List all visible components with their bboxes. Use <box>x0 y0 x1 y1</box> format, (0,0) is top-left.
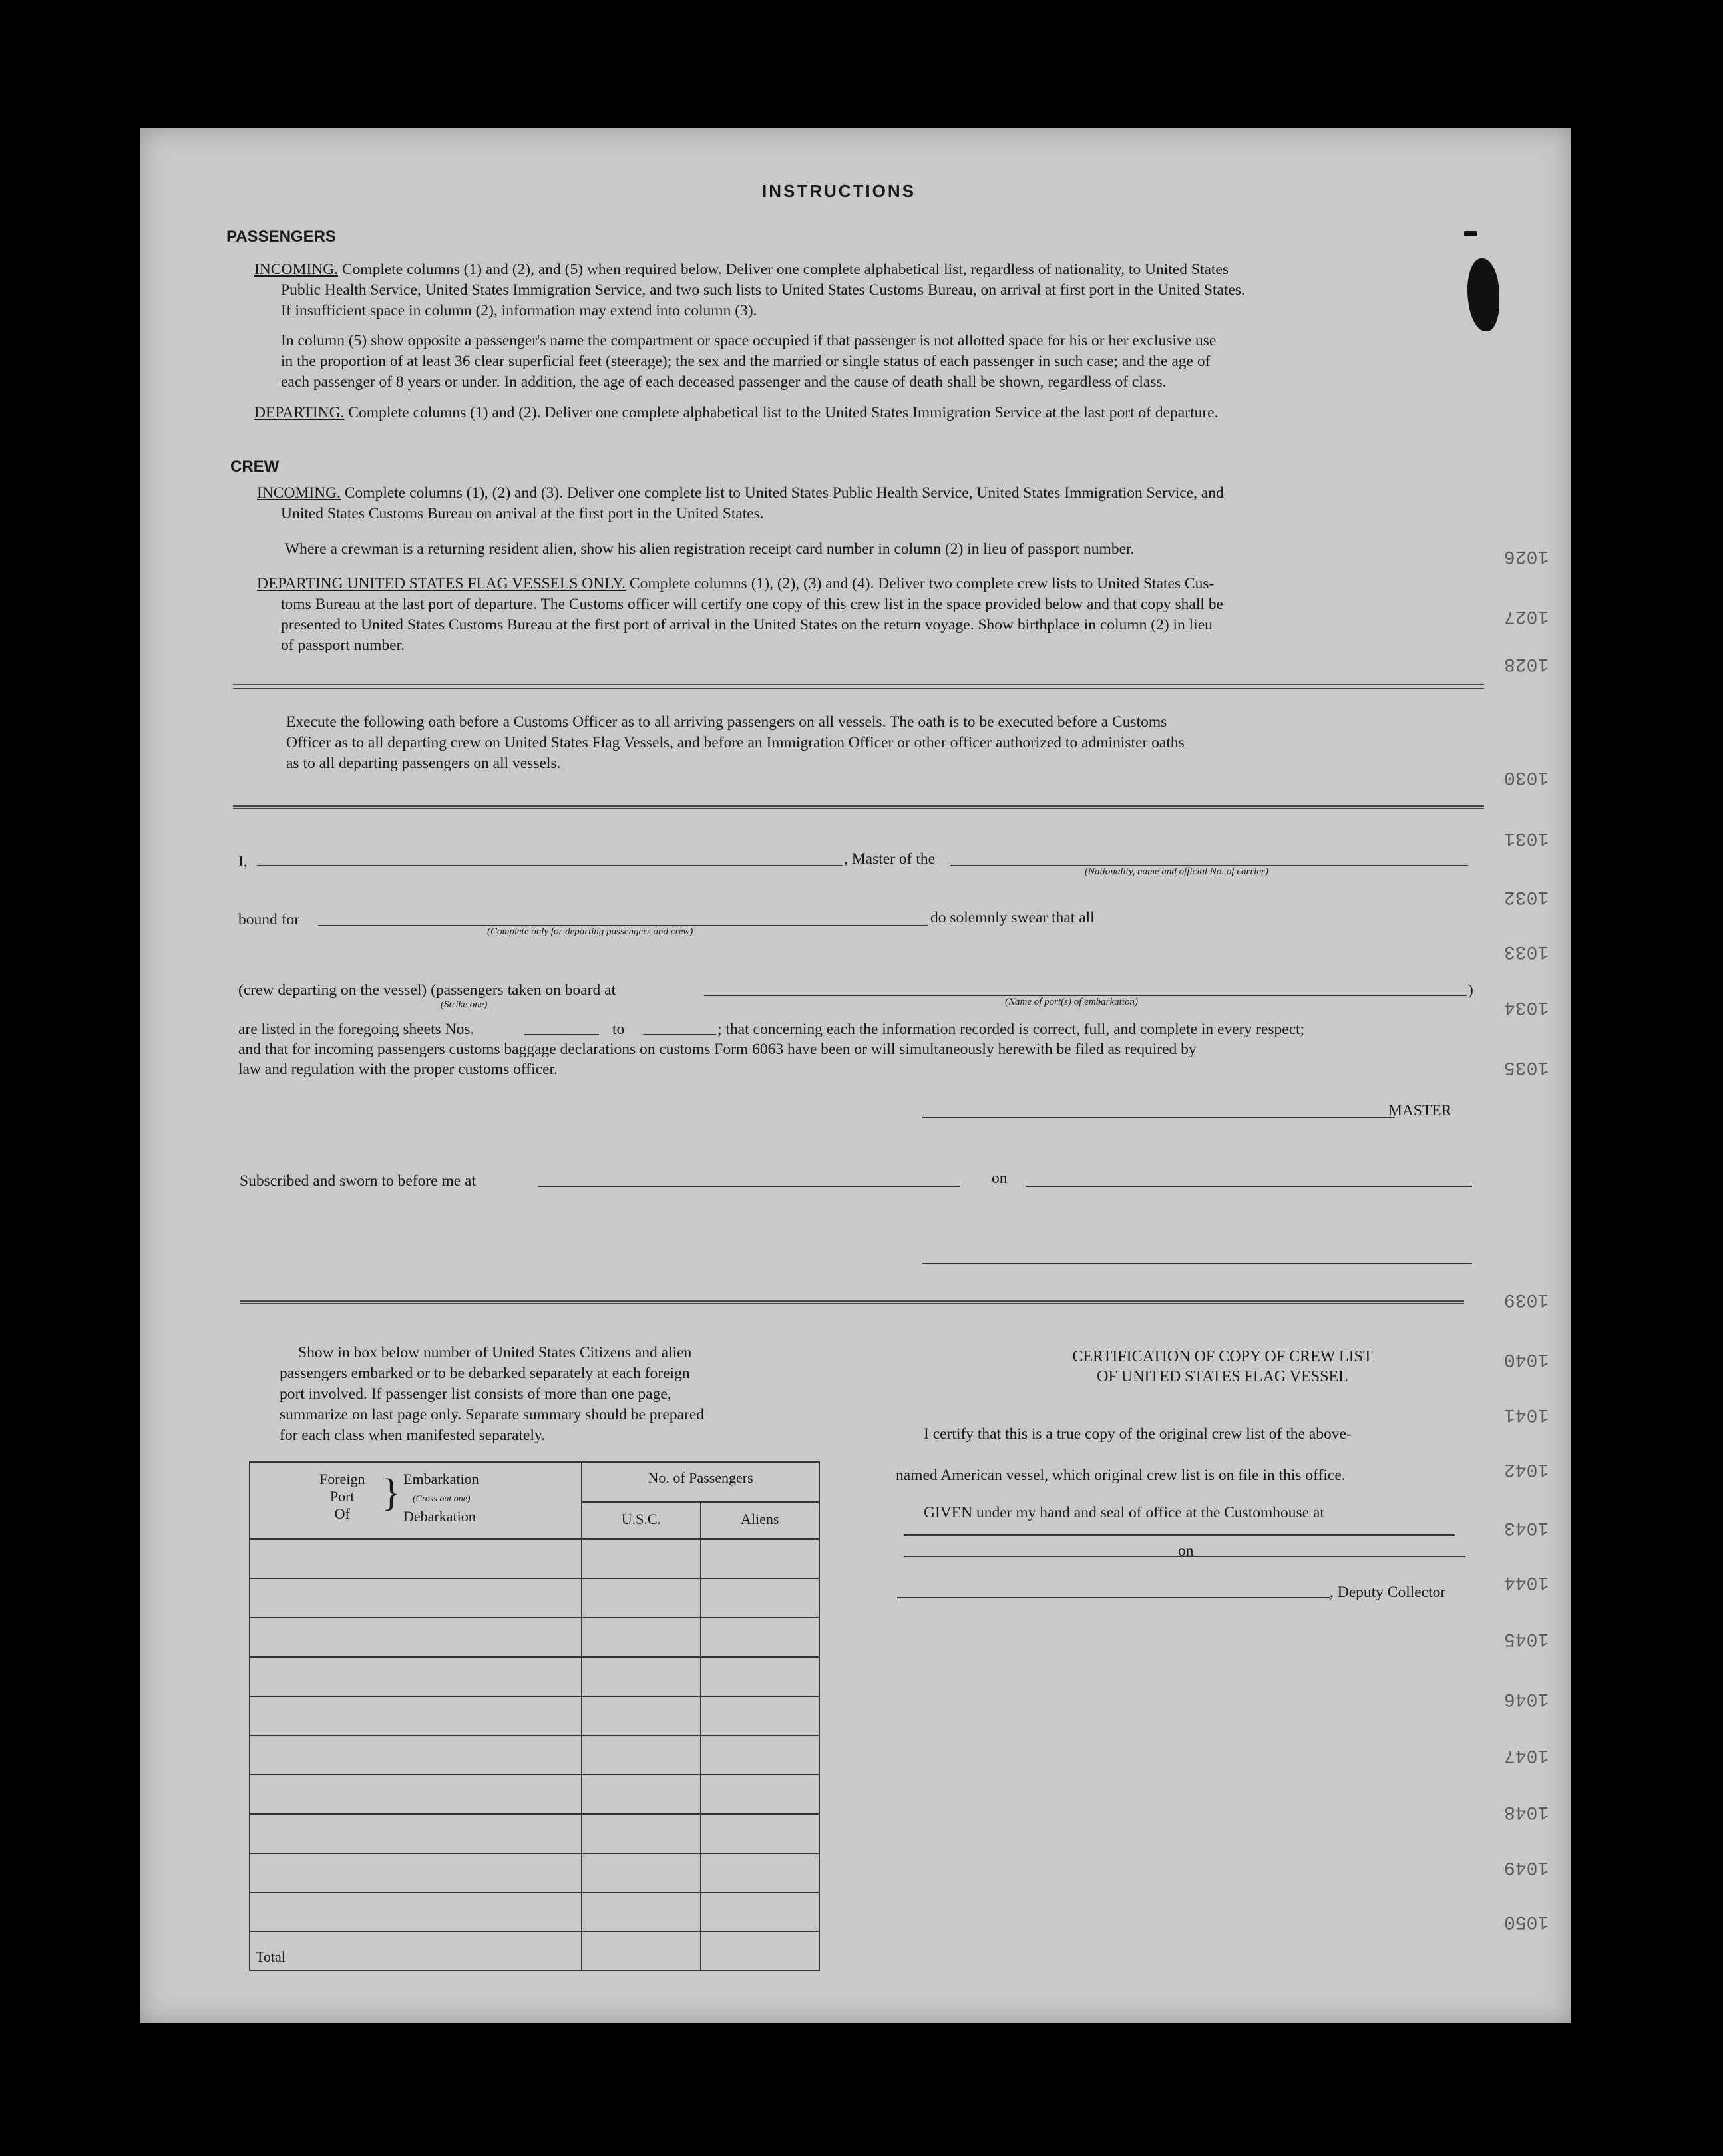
usc-cell[interactable] <box>582 1775 700 1814</box>
listed-l1-b: ; that concerning each the information recorded is correct, full, and complete in every respect; <box>717 1021 1305 1038</box>
brace-icon: } <box>382 1471 401 1514</box>
deputy-collector-label: , Deputy Collector <box>1330 1584 1446 1601</box>
aliens-cell[interactable] <box>701 1775 819 1814</box>
bound-for-caption: (Complete only for departing passengers and crew) <box>487 926 693 937</box>
summary-row <box>250 1814 819 1853</box>
summary-instr-l5: for each class when manifested separately. <box>280 1427 546 1444</box>
summary-row <box>250 1539 819 1578</box>
col-of: Of <box>334 1505 350 1522</box>
ink-stain <box>1467 258 1499 331</box>
lower-divider <box>240 1300 1464 1304</box>
passengers-incoming-l3: If insufficient space in column (2), information may extend into column (3). <box>281 302 757 319</box>
solemnly-swear-label: do solemnly swear that all <box>930 909 1095 926</box>
listed-l1-to: to <box>612 1021 625 1038</box>
port-cell[interactable] <box>250 1814 582 1853</box>
section-divider <box>233 684 1484 689</box>
crew-incoming-l2: United States Customs Bureau on arrival at the first port in the United States. <box>281 505 764 522</box>
crew-departing-l3: presented to United States Customs Bureau at the first port of arrival in the United States on the return voyage. Show birthplace in column (2) in lieu <box>281 616 1213 633</box>
summary-row <box>250 1696 819 1735</box>
bleed-row-number: 1031 <box>1504 828 1549 848</box>
port-header-right <box>403 1471 479 1525</box>
passengers-incoming-p2-l1: In column (5) show opposite a passenger's name the compartment or space occupied if that passenger is not allotted space for his or her exclusive use <box>281 332 1217 349</box>
summary-rows <box>250 1539 819 1932</box>
passengers-heading: PASSENGERS <box>226 228 336 246</box>
aliens-cell[interactable] <box>701 1618 819 1657</box>
bleed-row-number: 1049 <box>1504 1857 1549 1877</box>
summary-row <box>250 1853 819 1892</box>
usc-cell[interactable] <box>582 1657 700 1696</box>
bleed-row-number: 1046 <box>1504 1688 1549 1709</box>
oath-intro <box>286 712 1484 774</box>
bleed-row-number: 1043 <box>1504 1517 1549 1538</box>
bleed-row-number: 1047 <box>1504 1745 1549 1765</box>
bleed-row-number: 1028 <box>1504 653 1549 674</box>
deputy-collector-field[interactable] <box>897 1597 1330 1598</box>
passengers-incoming-label: INCOMING. <box>254 261 338 278</box>
summary-row <box>250 1618 819 1657</box>
usc-cell[interactable] <box>582 1735 700 1775</box>
bleed-row-number: 1030 <box>1504 767 1549 787</box>
sheet-to-field[interactable] <box>643 1034 716 1035</box>
subscribed-label: Subscribed and sworn to before me at <box>240 1172 477 1190</box>
certification-on-label: on <box>1178 1542 1194 1560</box>
crew-departing-label: DEPARTING UNITED STATES FLAG VESSELS ONLY. <box>257 575 626 592</box>
summary-row <box>250 1735 819 1775</box>
bleed-row-number: 1035 <box>1504 1057 1549 1077</box>
usc-cell[interactable] <box>582 1578 700 1618</box>
usc-cell[interactable] <box>582 1814 700 1853</box>
port-cell[interactable] <box>250 1578 582 1618</box>
embarkation-ports-close: ) <box>1468 982 1473 999</box>
certification-given: GIVEN under my hand and seal of office at the Customhouse at <box>924 1504 1324 1521</box>
passengers-departing-text: Complete columns (1) and (2). Deliver one complete alphabetical list to the United States Immigration Service at the last port of departure. <box>348 404 1219 421</box>
aliens-cell[interactable] <box>701 1892 819 1932</box>
usc-header: U.S.C. <box>582 1502 700 1539</box>
master-label: MASTER <box>1388 1102 1452 1119</box>
port-cell[interactable] <box>250 1539 582 1578</box>
passengers-departing <box>254 403 1485 423</box>
usc-cell[interactable] <box>582 1853 700 1892</box>
subscribed-date-field[interactable] <box>1026 1186 1472 1187</box>
passengers-incoming-p2-l2: in the proportion of at least 36 clear superficial feet (steerage); the sex and the married or single status of each passenger in such case; and the age of <box>281 353 1211 370</box>
summary-instr-l2: passengers embarked or to be debarked separately at each foreign <box>280 1365 690 1382</box>
summary-instr-l1: Show in box below number of United States Citizens and alien <box>298 1344 692 1361</box>
aliens-cell[interactable] <box>701 1539 819 1578</box>
master-name-field[interactable] <box>257 865 843 866</box>
aliens-cell[interactable] <box>701 1578 819 1618</box>
bound-for-label: bound for <box>238 911 300 928</box>
aliens-cell[interactable] <box>701 1735 819 1775</box>
subscribed-place-field[interactable] <box>538 1186 960 1187</box>
master-signature-field[interactable] <box>922 1117 1395 1118</box>
col-port: Port <box>329 1488 355 1505</box>
passengers-incoming-p2 <box>281 331 1472 393</box>
passengers-incoming-p2-l3: each passenger of 8 years or under. In addition, the age of each deceased passenger and the cause of death shall be shown, regardless of class. <box>281 373 1167 391</box>
crew-departing-l2: toms Bureau at the last port of departure. The Customs officer will certify one copy of this crew list in the space provided below and that copy shall be <box>281 596 1223 613</box>
aliens-header: Aliens <box>701 1502 819 1539</box>
passengers-incoming-l2: Public Health Service, United States Immigration Service, and two such lists to United States Customs Bureau, on arrival at first port in the United States. <box>281 281 1245 299</box>
oath-intro-l1: Execute the following oath before a Customs Officer as to all arriving passengers on all vessels. The oath is to be executed before a Customs <box>286 713 1167 731</box>
passengers-departing-label: DEPARTING. <box>254 404 345 421</box>
usc-cell[interactable] <box>582 1696 700 1735</box>
bleed-row-number: 1039 <box>1504 1289 1549 1310</box>
crew-heading: CREW <box>230 458 280 476</box>
oath-intro-l2: Officer as to all departing crew on United States Flag Vessels, and before an Immigration Officer or other officer authorized to administer oaths <box>286 734 1185 751</box>
oath-divider <box>233 805 1484 809</box>
page-title: INSTRUCTIONS <box>762 181 916 201</box>
carrier-caption: (Nationality, name and official No. of carrier) <box>1085 866 1268 877</box>
listed-l2: and that for incoming passengers customs baggage declarations on customs Form 6063 have been or will simultaneously herewith be filed as required by <box>238 1041 1197 1058</box>
passengers-incoming-l1: Complete columns (1) and (2), and (5) when required below. Deliver one complete alphabetical list, regardless of nationality, to United States <box>341 261 1229 278</box>
usc-cell[interactable] <box>582 1618 700 1657</box>
bleed-row-number: 1034 <box>1504 997 1549 1017</box>
port-cell[interactable] <box>250 1775 582 1814</box>
aliens-cell[interactable] <box>701 1814 819 1853</box>
certification-text-l1: I certify that this is a true copy of the original crew list of the above- <box>924 1425 1352 1443</box>
embarkation-ports-field[interactable] <box>704 995 1467 996</box>
summary-instr-l3: port involved. If passenger list consists of more than one page, <box>280 1385 671 1403</box>
sheet-from-field[interactable] <box>524 1034 599 1035</box>
col-debarkation: Debarkation <box>403 1508 476 1525</box>
total-usc-cell[interactable] <box>582 1932 700 1970</box>
col-embarkation: Embarkation <box>403 1471 479 1487</box>
oath-i-label: I, <box>238 853 248 870</box>
port-cell[interactable] <box>250 1735 582 1775</box>
crew-incoming-l3: Where a crewman is a returning resident alien, show his alien registration receipt card number in column (2) in lieu of passport number. <box>285 540 1135 558</box>
col-foreign: Foreign <box>319 1471 365 1487</box>
port-cell[interactable] <box>250 1892 582 1932</box>
crew-incoming <box>257 483 1481 524</box>
strike-one-caption: (Strike one) <box>441 999 488 1010</box>
bleed-row-number: 1042 <box>1504 1459 1549 1479</box>
listed-l1-a: are listed in the foregoing sheets Nos. <box>238 1021 475 1038</box>
usc-cell[interactable] <box>582 1539 700 1578</box>
total-aliens-cell[interactable] <box>701 1932 819 1970</box>
bleed-row-number: 1048 <box>1504 1801 1549 1822</box>
master-of-the-label: , Master of the <box>844 850 936 868</box>
bleed-row-number: 1045 <box>1504 1628 1549 1649</box>
customhouse-field[interactable] <box>904 1534 1455 1536</box>
bleed-row-number: 1040 <box>1504 1349 1549 1369</box>
port-header-left <box>319 1471 365 1523</box>
port-cell[interactable] <box>250 1657 582 1696</box>
port-cell[interactable] <box>250 1696 582 1735</box>
bleed-row-number: 1026 <box>1504 546 1549 566</box>
crew-incoming-l1: Complete columns (1), (2) and (3). Deliver one complete list to United States Public Health Service, United States Immigration Service, and <box>344 484 1224 502</box>
passengers-incoming-p1 <box>254 260 1465 321</box>
listed-l3: law and regulation with the proper customs officer. <box>238 1061 558 1078</box>
total-label: Total <box>250 1932 582 1970</box>
bleed-row-number: 1027 <box>1504 606 1549 626</box>
certification-heading-l2: OF UNITED STATES FLAG VESSEL <box>1097 1368 1348 1385</box>
crew-departing-l1: Complete columns (1), (2), (3) and (4). Deliver two complete crew lists to United States Cus- <box>629 575 1215 592</box>
usc-cell[interactable] <box>582 1892 700 1932</box>
port-cell[interactable] <box>250 1618 582 1657</box>
bleed-row-number: 1041 <box>1504 1404 1549 1425</box>
passenger-summary-table <box>249 1461 820 1971</box>
ports-caption: (Name of port(s) of embarkation) <box>1005 997 1138 1007</box>
col-cross-out: (Cross out one) <box>413 1494 471 1504</box>
aliens-cell[interactable] <box>701 1853 819 1892</box>
subscribed-on-label: on <box>992 1170 1008 1187</box>
aliens-cell[interactable] <box>701 1696 819 1735</box>
crew-departing <box>257 574 1481 656</box>
summary-row <box>250 1775 819 1814</box>
bleed-row-number: 1044 <box>1504 1572 1549 1592</box>
certification-heading-l1: CERTIFICATION OF COPY OF CREW LIST <box>1072 1348 1373 1365</box>
officer-signature-field[interactable] <box>922 1263 1472 1264</box>
bleed-row-number: 1050 <box>1504 1911 1549 1932</box>
crew-departing-label: (crew departing on the vessel) (passengers taken on board at <box>238 982 616 999</box>
crew-incoming-label: INCOMING. <box>257 484 341 502</box>
no-passengers-header: No. of Passengers <box>582 1462 819 1502</box>
summary-instr-l4: summarize on last page only. Separate summary should be prepared <box>280 1406 704 1423</box>
bleed-row-number: 1033 <box>1504 941 1549 962</box>
summary-row <box>250 1892 819 1932</box>
certification-heading <box>986 1347 1459 1387</box>
port-header-cell <box>250 1462 582 1539</box>
crew-departing-l4: of passport number. <box>281 637 405 654</box>
summary-row <box>250 1657 819 1696</box>
summary-row <box>250 1578 819 1618</box>
certification-text-l2: named American vessel, which original crew list is on file in this office. <box>896 1467 1346 1484</box>
port-cell[interactable] <box>250 1853 582 1892</box>
document-page <box>140 128 1571 2023</box>
summary-instructions <box>280 1343 799 1446</box>
bleed-row-number: 1032 <box>1504 886 1549 907</box>
cert-date-line[interactable] <box>1202 1556 1465 1557</box>
ink-mark <box>1464 231 1477 236</box>
oath-intro-l3: as to all departing passengers on all vessels. <box>286 755 561 772</box>
aliens-cell[interactable] <box>701 1657 819 1696</box>
